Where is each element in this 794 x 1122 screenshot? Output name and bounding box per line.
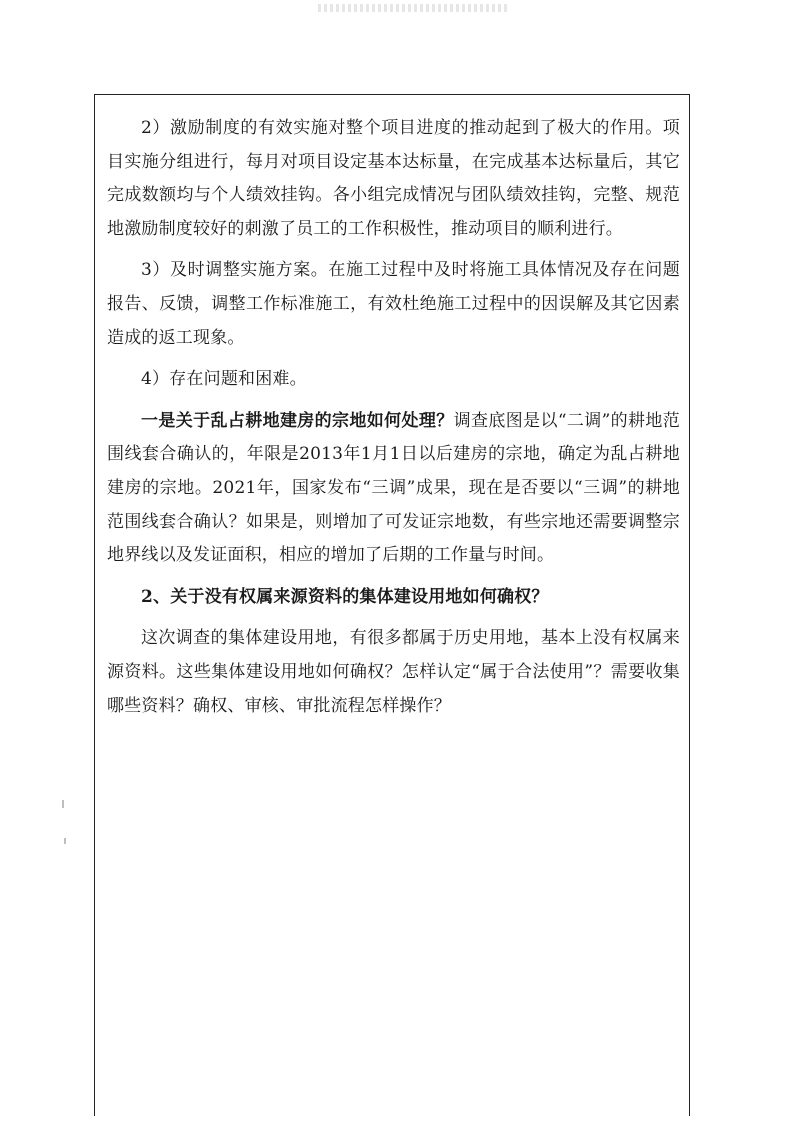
scan-mark xyxy=(62,800,64,808)
paragraph-text: 3）及时调整实施方案。在施工过程中及时将施工具体情况及存在问题报告、反馈，调整工作标准施工，有效杜绝施工过程中的因误解及其它因素造成的返工现象。 xyxy=(107,260,680,348)
issue-two-lead: 2、关于没有权属来源资料的集体建设用地如何确权？ xyxy=(141,586,549,607)
paragraph-text: 2）激励制度的有效实施对整个项目进度的推动起到了极大的作用。项目实施分组进行，每月对项目设定基本达标量，在完成基本达标量后，其它完成数额均与个人绩效挂钩。各小组完成情况与团队绩效挂钩，完整、规范地激励制度较好的刺激了员工的工作积极性，推动项目的顺利进行。 xyxy=(107,118,680,239)
paragraph-issue-two-heading xyxy=(107,581,680,615)
scan-mark xyxy=(64,838,66,844)
paragraph-text: 这次调查的集体建设用地，有很多都属于历史用地，基本上没有权属来源资料。这些集体建设用地如何确权？怎样认定“属于合法使用”？需要收集哪些资料？确权、审核、审批流程怎样操作？ xyxy=(107,628,680,716)
paragraph-text: 调查底图是以“二调”的耕地范围线套合确认的，年限是2013年1月1日以后建房的宗地，确定为乱占耕地建房的宗地。2021年，国家发布“三调”成果，现在是否要以“三调”的耕地范围线套合确认？如果是，则增加了可发证宗地数，有些宗地还需要调整宗地界线以及发证面积，相应的增加了后期的工作量与时间。 xyxy=(107,410,680,566)
document-body xyxy=(107,112,680,723)
scan-smudge xyxy=(318,4,510,12)
paragraph-incentive xyxy=(107,112,680,246)
paragraph-text: 4）存在问题和困难。 xyxy=(141,369,307,390)
paragraph-adjust-plan xyxy=(107,254,680,355)
paragraph-issue-one xyxy=(107,405,680,573)
paragraph-problems-heading xyxy=(107,363,680,397)
paragraph-issue-two xyxy=(107,622,680,723)
issue-one-lead: 一是关于乱占耕地建房的宗地如何处理？ xyxy=(141,410,454,431)
